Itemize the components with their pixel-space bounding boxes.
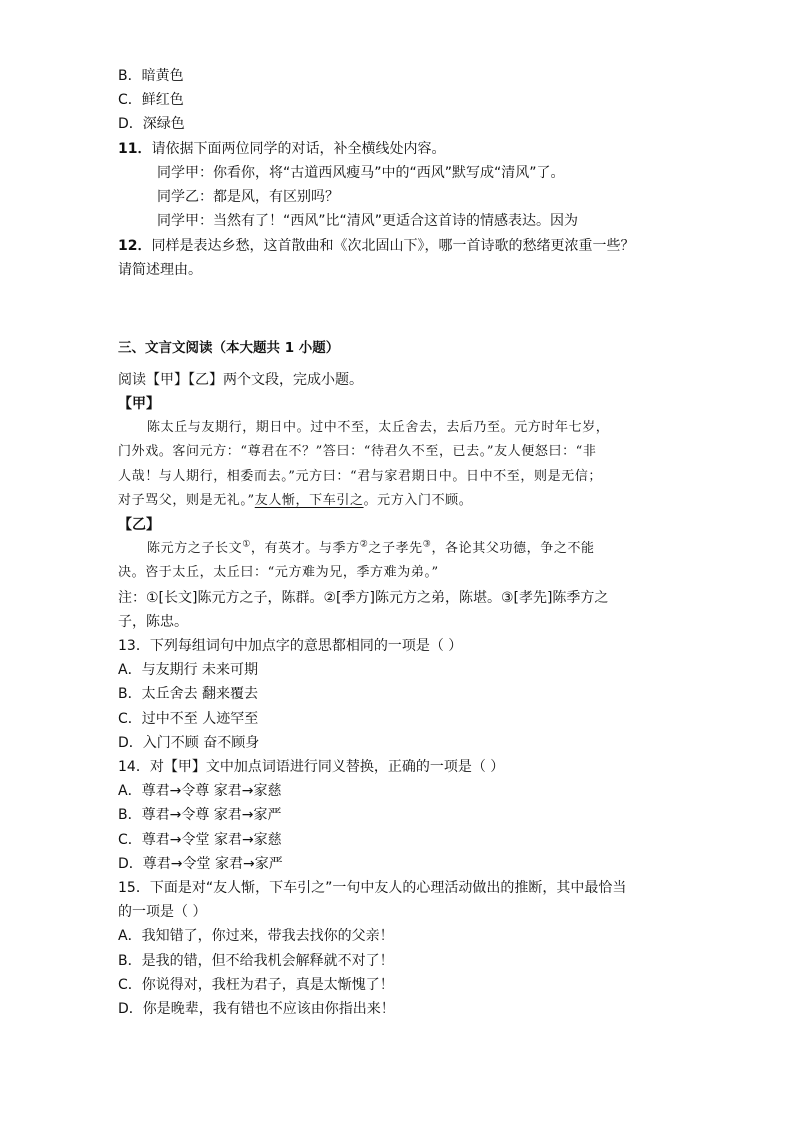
question-11-dialog-3: 同学甲：当然有了！“西风”比“清风”更适合这首诗的情感表达。因为 <box>157 213 579 229</box>
option-b-top: B．暗黄色 <box>118 68 184 84</box>
question-13-option-a: A．与友期行 未来可期 <box>118 662 259 678</box>
question-14-option-d: D．尊君→令堂 家君→家严 <box>118 856 283 872</box>
passage-jia-label: 【甲】 <box>118 396 160 412</box>
question-14-option-c: C．尊君→令堂 家君→家慈 <box>118 832 282 848</box>
question-11-dialog-2: 同学乙：都是风，有区别吗？ <box>157 189 339 205</box>
passage-yi-line-1: 陈元方之子长文①，有英才。与季方②之子孝先③，各论其父功德，争之不能 <box>147 539 595 556</box>
section-3-heading: 三、文言文阅读（本大题共 1 小题） <box>118 340 340 356</box>
option-c-top: C．鲜红色 <box>118 92 184 108</box>
footnote-2-marker: ② <box>359 539 369 550</box>
question-15-stem-line-2: 的一项是（ ） <box>118 904 207 920</box>
footnote-3-marker: ③ <box>422 539 432 550</box>
question-15-option-d: D．你是晚辈，我有错也不应该由你指出来！ <box>118 1001 395 1017</box>
question-14-option-b: B．尊君→令尊 家君→家严 <box>118 807 282 823</box>
question-11-stem: 11．请依据下面两位同学的对话，补全横线处内容。 <box>118 141 446 157</box>
passage-jia-line-2: 门外戏。客问元方：“尊君在不？”答曰：“待君久不至，已去。”友人便怒曰：“非 <box>118 444 597 459</box>
passage-jia-line-3: 人哉！与人期行，相委而去。”元方曰：“君与家君期日中。日中不至，则是无信； <box>118 469 602 484</box>
question-15-option-c: C．你说得对，我枉为君子，真是太惭愧了！ <box>118 977 394 993</box>
option-d-top: D．深绿色 <box>118 116 185 132</box>
question-13-option-d: D．入门不顾 奋不顾身 <box>118 735 260 751</box>
question-12-line-1: 12．同样是表达乡愁，这首散曲和《次北固山下》，哪一首诗歌的愁绪更浓重一些？ <box>118 238 635 254</box>
question-14-option-a: A．尊君→令尊 家君→家慈 <box>118 783 282 799</box>
footnote-1-marker: ① <box>242 539 251 550</box>
question-13-option-b: B．太丘舍去 翻来覆去 <box>118 686 259 702</box>
question-14-stem: 14．对【甲】文中加点词语进行同义替换，正确的一项是（ ） <box>118 759 505 775</box>
passage-jia-line-4: 对子骂父，则是无礼。”友人惭，下车引之。元方入门不顾。 <box>118 493 473 508</box>
question-12-line-2: 请简述理由。 <box>118 262 202 278</box>
reading-intro: 阅读【甲】【乙】两个文段，完成小题。 <box>118 372 363 388</box>
question-13-stem: 13．下列每组词句中加点字的意思都相同的一项是（ ） <box>118 638 463 654</box>
passage-yi-line-2: 决。咨于太丘，太丘曰：“元方难为兄，季方难为弟。” <box>118 565 439 580</box>
note-line-2: 子，陈忠。 <box>118 614 188 630</box>
question-15-stem-line-1: 15．下面是对“友人惭，下车引之”一句中友人的心理活动做出的推断，其中最恰当 <box>118 880 627 896</box>
question-13-option-c: C．过中不至 人迹罕至 <box>118 711 259 727</box>
note-line-1: 注：①[长文]陈元方之子，陈群。②[季方]陈元方之弟，陈堪。③[孝先]陈季方之 <box>118 590 609 606</box>
question-11-dialog-1: 同学甲：你看你，将“古道西风瘦马”中的“西风”默写成“清风”了。 <box>157 165 565 181</box>
question-15-option-b: B．是我的错，但不给我机会解释就不对了！ <box>118 953 394 969</box>
question-15-option-a: A．我知错了，你过来，带我去找你的父亲！ <box>118 928 394 944</box>
passage-yi-label: 【乙】 <box>118 517 160 533</box>
passage-jia-line-1: 陈太丘与友期行，期日中。过中不至，太丘舍去，去后乃至。元方时年七岁， <box>147 420 610 435</box>
underlined-sentence: 友人惭，下车引之 <box>254 493 364 508</box>
